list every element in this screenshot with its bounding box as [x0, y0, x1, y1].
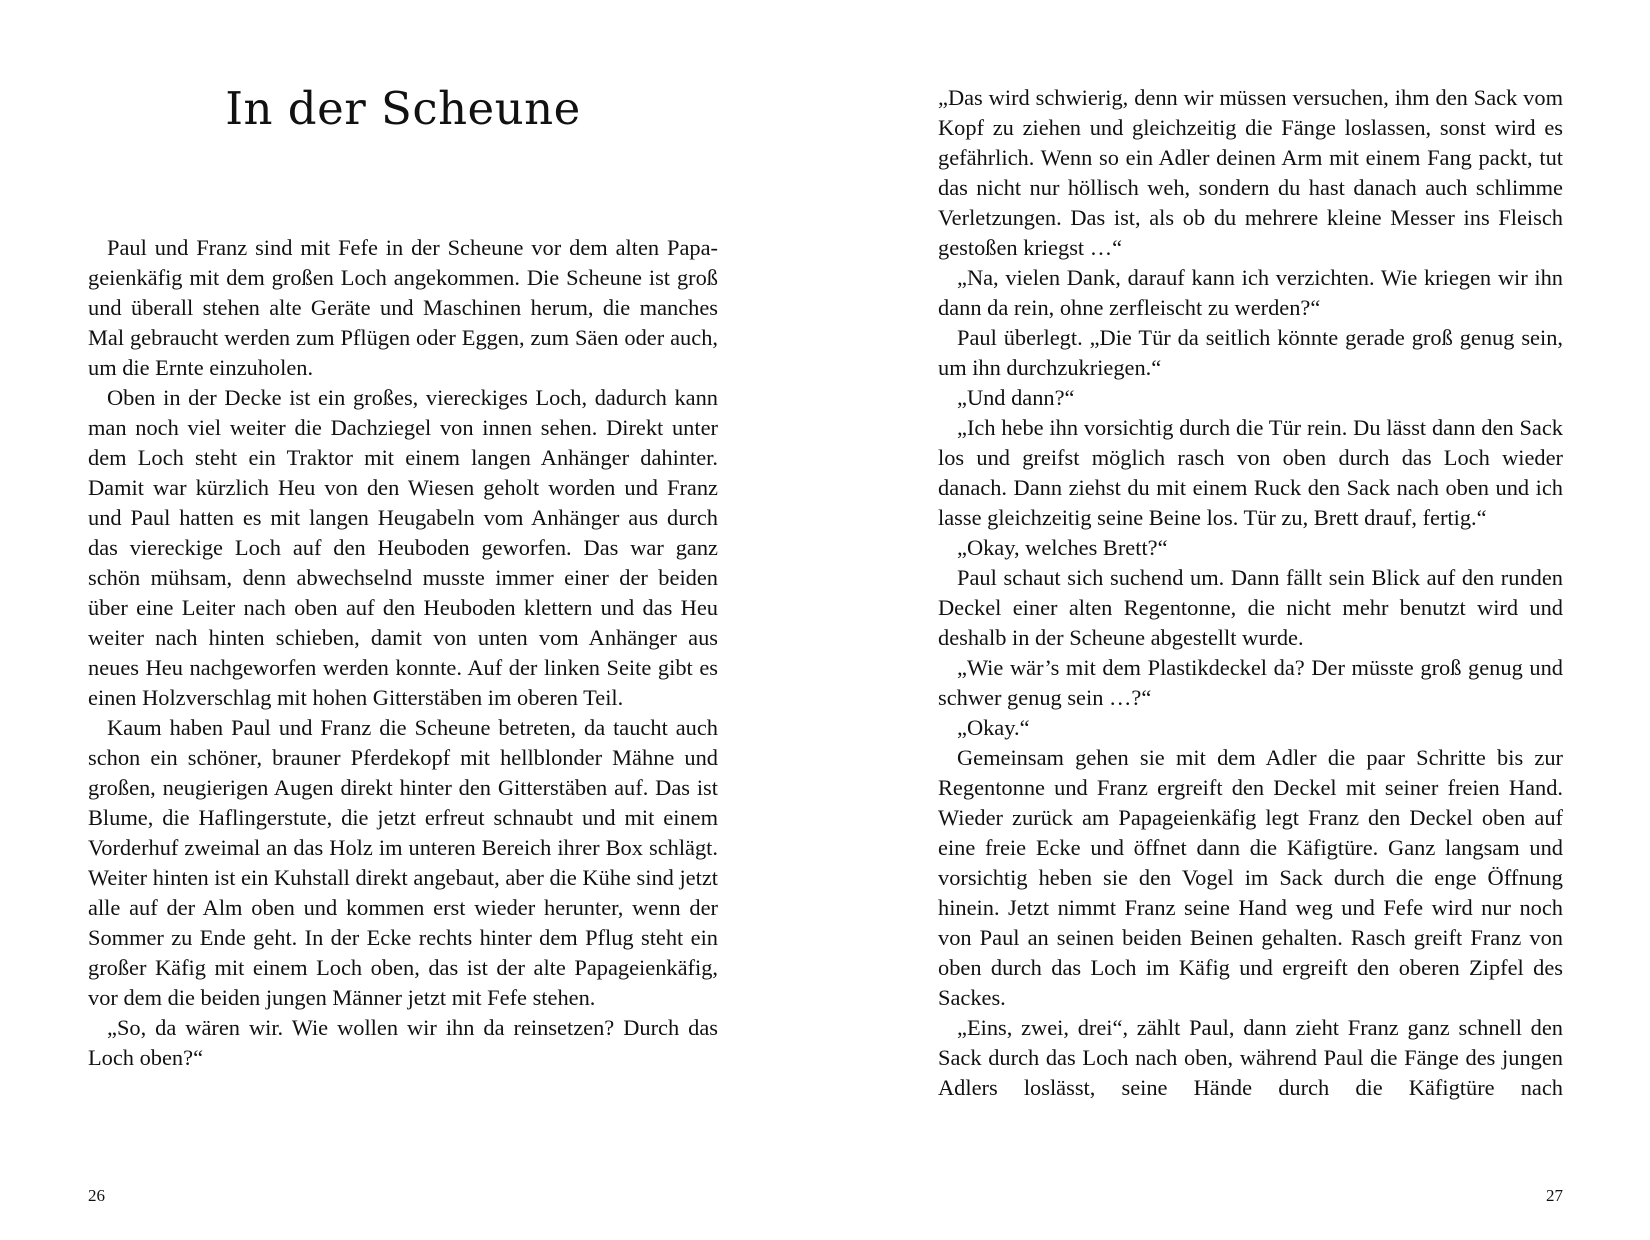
paragraph: „Okay, welches Brett?“ [957, 535, 1168, 560]
paragraph: Gemeinsam gehen sie mit dem Adler die paar Schritte bis zur Regentonne und Franz ergreift den Deckel mit seiner freien Hand. Wieder zurück am Papageienkäfig legt Franz den Deckel oben auf eine freie Ecke und öffnet dann die Käfigtüre. Ganz langsam und vorsichtig heben sie den Vogel im Sack durch die enge Öffnung hinein. Jetzt nimmt Franz seine Hand weg und Fefe wird nur noch von Paul an seinen beiden Beinen gehalten. Rasch greift Franz von oben durch das Loch im Käfig und ergreift den oberen Zipfel des Sackes. [938, 745, 1563, 1010]
paragraph: „So, da wären wir. Wie wollen wir ihn da reinsetzen? Durch das Loch oben?“ [88, 1015, 718, 1070]
page-number: 27 [1546, 1186, 1563, 1205]
paragraph: „Das wird schwierig, denn wir müssen versuchen, ihm den Sack vom Kopf zu ziehen und gleichzeitig die Fänge loslassen, sonst wird es gefährlich. Wenn so ein Adler deinen Arm mit einem Fang packt, tut das nicht nur höllisch weh, sondern du hast danach auch schlimme Verletzungen. Das ist, als ob du mehrere kleine Messer ins Fleisch gestoßen kriegst …“ [938, 85, 1563, 260]
paragraph: „Wie wär’s mit dem Plastikdeckel da? Der müsste groß genug und schwer genug sein …?“ [938, 655, 1563, 710]
paragraph: Kaum haben Paul und Franz die Scheune betreten, da taucht auch schon ein schöner, brauner Pferdekopf mit hellblonder Mähne und großen, neugierigen Augen direkt hinter den Gitterstäben auf. Das ist Blume, die Haflingerstute, die jetzt erfreut schnaubt und mit einem Vorderhuf zweimal an das Holz im unteren Bereich ihrer Box schlägt. Weiter hinten ist ein Kuhstall direkt angebaut, aber die Kühe sind jetzt alle auf der Alm oben und kommen erst wieder herunter, wenn der Sommer zu Ende geht. In der Ecke rechts hinter dem Pflug steht ein großer Käfig mit einem Loch oben, das ist der alte Papageienkäfig, vor dem die beiden jungen Männer jetzt mit Fefe stehen. [88, 715, 718, 1010]
page-number: 26 [88, 1186, 105, 1205]
paragraph: Oben in der Decke ist ein großes, viereckiges Loch, dadurch kann man noch viel weiter die Dachziegel von innen sehen. Direkt unter dem Loch steht ein Traktor mit einem langen Anhänger dahinter. Damit war kürzlich Heu von den Wiesen geholt worden und Franz und Paul hatten es mit langen Heugabeln vom Anhänger aus durch das viereckige Loch auf den Heuboden geworfen. Das war ganz schön mühsam, denn abwechselnd musste immer einer der beiden über eine Leiter nach oben auf den Heuboden klettern und das Heu weiter nach hinten schieben, damit von unten vom Anhänger aus neues Heu nachgeworfen werden konnte. Auf der linken Seite gibt es einen Holzverschlag mit hohen Gitterstäben im oberen Teil. [88, 385, 718, 710]
paragraph: „Eins, zwei, drei“, zählt Paul, dann zieht Franz ganz schnell den Sack durch das Loch nach oben, während Paul die Fänge des jungen Adlers loslässt, seine Hände durch die Käfigtüre nach [938, 1015, 1563, 1100]
left-page [88, 0, 718, 1240]
paragraph: Paul überlegt. „Die Tür da seitlich könnte gerade groß genug sein, um ihn durchzukriegen.“ [938, 325, 1563, 380]
paragraph: „Na, vielen Dank, darauf kann ich verzichten. Wie kriegen wir ihn dann da rein, ohne zerfleischt zu werden?“ [938, 265, 1563, 320]
chapter-title: In der Scheune [225, 82, 581, 135]
right-page [938, 0, 1563, 1240]
paragraph: „Ich hebe ihn vorsichtig durch die Tür rein. Du lässt dann den Sack los und greifst möglich rasch von oben durch das Loch wieder danach. Dann ziehst du mit einem Ruck den Sack nach oben und ich lasse gleichzeitig seine Beine los. Tür zu, Brett drauf, fertig.“ [938, 415, 1563, 530]
paragraph: Paul und Franz sind mit Fefe in der Scheune vor dem alten Papageienkäfig mit dem großen Loch angekommen. Die Scheune ist groß und überall stehen alte Geräte und Maschinen herum, die manches Mal gebraucht werden zum Pflügen oder Eggen, zum Säen oder auch, um die Ernte einzuholen. [88, 235, 718, 380]
right-page-body [938, 83, 1563, 1103]
paragraph: „Okay.“ [957, 715, 1030, 740]
paragraph: Paul schaut sich suchend um. Dann fällt sein Blick auf den runden Deckel einer alten Regentonne, die nicht mehr benutzt wird und deshalb in der Scheune abgestellt wurde. [938, 565, 1563, 650]
left-page-body [88, 233, 718, 1073]
paragraph: „Und dann?“ [957, 385, 1075, 410]
